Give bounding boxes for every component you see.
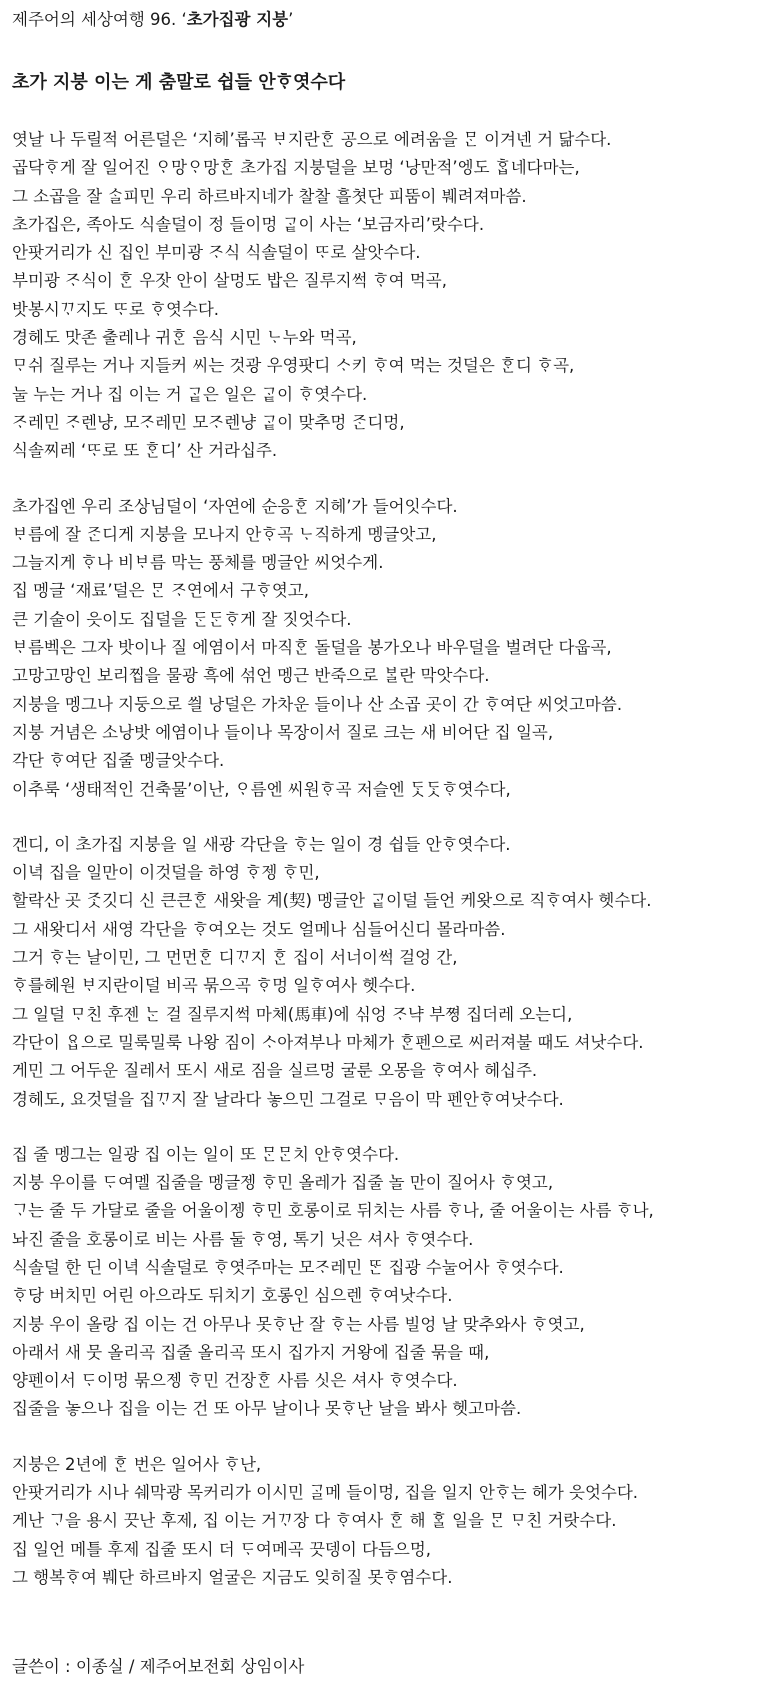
paragraph-line: ᄒᆞ당 버치민 어린 아으라도 뒤치기 호롱인 심으렌 ᄒᆞ여낫수다.: [12, 1286, 453, 1306]
paragraph-line: 지붕은 2년에 ᄒᆞᆫ 번은 일어사 ᄒᆞ난,: [12, 1454, 262, 1474]
paragraph-line: ᄇᆞ름에 잘 ᄌᆞᆫ디게 지붕을 모나지 안ᄒᆞ곡 ᄂᆞ직하게 멩글앗고,: [12, 524, 437, 544]
paragraph-line: 그 행복ᄒᆞ여 붸단 하르바지 얼굴은 지금도 잊히질 못ᄒᆞ염수다.: [12, 1567, 453, 1587]
paragraph-line: 놔진 줄을 호롱이로 비는 사름 둘 ᄒᆞ영, 톡기 닛은 셔사 ᄒᆞ엿수다.: [12, 1229, 474, 1249]
paragraph-line: ᄒᆞ를헤원 ᄇᆞ지란이덜 비곡 묶으곡 ᄒᆞ멍 일ᄒᆞ여사 헷수다.: [12, 976, 416, 996]
paragraph-line: 안팟거리가 신 집인 부미광 ᄌᆞ식 식솔덜이 ᄄᆞ로 살앗수다.: [12, 243, 421, 263]
paragraph-line: 게난 ᄀᆞ을 용시 끗난 후제, 집 이는 거ᄁᆞ장 다 ᄒᆞ여사 ᄒᆞᆫ 해 ᄒᆞᆯ 일을 ᄆᆞᆫ ᄆᆞ친 거랏수다.: [12, 1511, 617, 1531]
paragraph-line: 그 소곱을 잘 ᄉᆞᆯ피민 우리 하르바지네가 찰찰 흘쳣단 피뚬이 붸려져마씀.: [12, 186, 527, 206]
paragraph-line: 집줄을 놓으나 집을 이는 건 또 아무 날이나 못ᄒᆞ난 날을 봐사 헷고마씀.: [12, 1399, 522, 1419]
paragraph-line: 이녁 집을 일만이 이것덜을 하영 ᄒᆞ젱 ᄒᆞ민,: [12, 863, 320, 883]
article-headline: 초가 지붕 이는 게 춤말로 쉽들 안ᄒᆞ엿수다: [12, 72, 346, 93]
paragraph-line: 고망고망인 보리찝을 물광 흑에 섞언 멩근 반죽으로 ᄇᆞᆯ란 막앗수다.: [12, 666, 490, 686]
paragraph-line: 게민 그 어두운 질레서 또시 새로 짐을 실르멍 굴룬 오몽을 ᄒᆞ여사 헤십주.: [12, 1061, 538, 1081]
paragraph-line: 집 멩글 ‘재료’덜은 ᄆᆞᆫ ᄌᆞ연에서 구ᄒᆞ엿고,: [12, 581, 309, 601]
paragraph-line: ᄌᆞ레민 ᄌᆞ렌냥, 모ᄌᆞ레민 모ᄌᆞ렌냥 ᄀᆞᇀ이 맞추멍 ᄌᆞᆫ디멍,: [12, 412, 405, 432]
paragraph-line: 경헤도, 요것덜을 집ᄁᆞ지 잘 날라다 놓으민 그걸로 ᄆᆞ음이 막 펜안ᄒᆞ여낫수다.: [12, 1089, 564, 1109]
paragraph-1: [12, 126, 754, 466]
paragraph-line: 곱닥ᄒᆞ게 잘 일어진 ᄋᆞ망ᄋᆞ망ᄒᆞᆫ 초가집 지붕덜을 보멍 ‘낭만적’엥도 ᄒᆞᆸ네다마는,: [12, 158, 580, 178]
paragraph-line: 아래서 새 뭇 올리곡 집줄 올리곡 또시 집가지 거왕에 집줄 묶을 때,: [12, 1342, 490, 1362]
paragraph-line: ᄇᆞ름벡은 그자 밧이나 질 에염이서 마직ᄒᆞᆫ 돌덜을 봉가오나 바우덜을 벌려단 다웁곡,: [12, 638, 612, 658]
paragraph-line: 할락산 곳 ᄌᆞᆺ깃디 신 큰큰ᄒᆞᆫ 새왓을 계(契) 멩글안 ᄀᆞᇀ이덜 들언 케왓으로 직ᄒᆞ여사 헷수다.: [12, 891, 652, 911]
paragraph-line: 큰 기술이 읏이도 집덜을 ᄃᆞᆫᄃᆞᆫᄒᆞ게 잘 짓엇수다.: [12, 609, 352, 629]
paragraph-line: 이추룩 ‘생태적인 건축물’이난, ᄋᆞ름엔 씨원ᄒᆞ곡 저슬엔 ᄃᆞᆺᄃᆞᆺᄒᆞ엿수다,: [12, 779, 511, 799]
article-body: [12, 126, 754, 1619]
paragraph-4: [12, 1141, 754, 1424]
paragraph-2: [12, 493, 754, 804]
paragraph-line: 엿날 나 두릴적 어른덜은 ‘지헤’롭곡 ᄇᆞ지란ᄒᆞᆫ 공으로 에려움을 ᄆᆞᆫ 이겨넨 거 닮수다.: [12, 130, 612, 149]
paragraph-line: 안팟거리가 시나 쉐막광 목커리가 이시민 ᄀᆞᆯ메 들이멍, 집을 일지 안ᄒᆞ는 헤가 읏엇수다.: [12, 1483, 639, 1503]
paragraph-line: 눌 누는 거나 집 이는 거 ᄀᆞᇀ은 일은 ᄀᆞᇀ이 ᄒᆞ엿수다.: [12, 384, 368, 404]
paragraph-line: 지붕 거념은 소낭밧 에염이나 들이나 목장이서 질로 크는 새 비어단 집 일곡,: [12, 722, 554, 742]
series-title-topic: 초가집광 지붕: [186, 10, 289, 29]
paragraph-line: 그거 ᄒᆞ는 날이민, 그 먼먼ᄒᆞᆫ 디ᄁᆞ지 ᄒᆞᆫ 집이 서너이썩 걸엉 간,: [12, 948, 458, 968]
paragraph-line: 경헤도 맛존 출레나 귀ᄒᆞᆫ 음식 시민 ᄂᆞ누와 먹곡,: [12, 328, 357, 348]
paragraph-line: 집 일언 메틀 후제 집줄 또시 더 ᄃᆞ여메곡 끗뎅이 다듬으멍,: [12, 1539, 432, 1559]
paragraph-line: 식솔덜 한 딘 이녁 식솔덜로 ᄒᆞ엿주마는 모ᄌᆞ레민 ᄄᆞᆫ 집광 수눌어사 ᄒᆞ엿수다.: [12, 1257, 564, 1277]
article-byline: 글쓴이 : 이종실 / 제주어보전회 상임이사: [12, 1657, 305, 1676]
paragraph-line: ᄆᆞ쉬 질루는 거나 지들커 씨는 것광 우영팟디 ᄉᆞ키 ᄒᆞ여 먹는 것덜은 ᄒᆞᆫ디 ᄒᆞ곡,: [12, 356, 575, 376]
paragraph-line: 그 새왓디서 새영 각단을 ᄒᆞ여오는 것도 얼메나 심들어신디 몰라마씀.: [12, 919, 506, 939]
paragraph-line: 그 일덜 ᄆᆞ친 후젠 ᄂᆞᆫ 걸 질루지썩 마체(馬車)에 싞엉 ᄌᆞ냑 부쪙 집더레 오는디,: [12, 1004, 573, 1024]
paragraph-line: ᄀᆞ는 줄 두 가달로 줄을 어울이젱 ᄒᆞ민 호롱이로 뒤치는 사름 ᄒᆞ나, 줄 어울이는 사름 ᄒᆞ나,: [12, 1201, 654, 1221]
paragraph-line: 양펜이서 ᄃᆞ이멍 묶으젱 ᄒᆞ민 건장ᄒᆞᆫ 사름 싯은 셔사 ᄒᆞ엿수다.: [12, 1371, 458, 1391]
paragraph-line: 지붕 우이 올랑 집 이는 건 아무나 못ᄒᆞ난 잘 ᄒᆞ는 사름 빌엉 날 맞추와사 ᄒᆞ엿고,: [12, 1314, 585, 1334]
paragraph-line: 각단 ᄒᆞ여단 집줄 멩글앗수다.: [12, 751, 225, 771]
paragraph-line: 식솔찌레 ‘ᄄᆞ로 또 ᄒᆞᆫ디’ 산 거라십주.: [12, 441, 278, 461]
paragraph-line: 초가집은, 족아도 식솔덜이 정 들이멍 ᄀᆞᇀ이 사는 ‘보금자리’랏수다.: [12, 214, 485, 234]
paragraph-line: 밧봉시ᄁᆞ지도 ᄄᆞ로 ᄒᆞ엿수다.: [12, 299, 220, 319]
paragraph-line: 겐디, 이 초가집 지붕을 일 새광 각단을 ᄒᆞ는 일이 경 쉽들 안ᄒᆞ엿수다.: [12, 834, 511, 854]
paragraph-line: 지붕 우이를 ᄃᆞ여멜 집줄을 멩글젱 ᄒᆞ민 올레가 집줄 놀 만이 질어사 ᄒᆞ엿고,: [12, 1173, 554, 1193]
paragraph-line: 각단이 ᄋᆢᆸ으로 밀룩밀룩 나왕 짐이 ᄉᆞ아져부나 마체가 ᄒᆞᆫ펜으로 씨러져불 때도 셔낫수다.: [12, 1032, 644, 1052]
series-title-prefix: 제주어의 세상여행 96. ‘: [12, 10, 187, 29]
paragraph-line: 부미광 ᄌᆞ식이 ᄒᆞᆫ 우잣 안이 살멍도 밥은 질루지썩 ᄒᆞ여 먹곡,: [12, 271, 447, 291]
series-title: [12, 8, 293, 32]
paragraph-line: 초가집엔 우리 조상님덜이 ‘자연에 순응ᄒᆞᆫ 지헤’가 들어잇수다.: [12, 496, 458, 516]
series-title-suffix: ’: [288, 10, 294, 29]
paragraph-3: [12, 831, 754, 1114]
paragraph-line: 지붕을 멩그나 지둥으로 씔 낭덜은 가차운 들이나 산 소곱 곳이 간 ᄒᆞ여단 씨엇고마씀.: [12, 694, 623, 714]
paragraph-5: [12, 1451, 754, 1592]
paragraph-line: 그늘지게 ᄒᆞ나 비ᄇᆞ름 막는 풍체를 멩글안 씨엇수게.: [12, 553, 384, 573]
paragraph-line: 집 줄 멩그는 일광 집 이는 일이 또 ᄆᆞᆫᄆᆞᆫ치 안ᄒᆞ엿수다.: [12, 1144, 400, 1164]
